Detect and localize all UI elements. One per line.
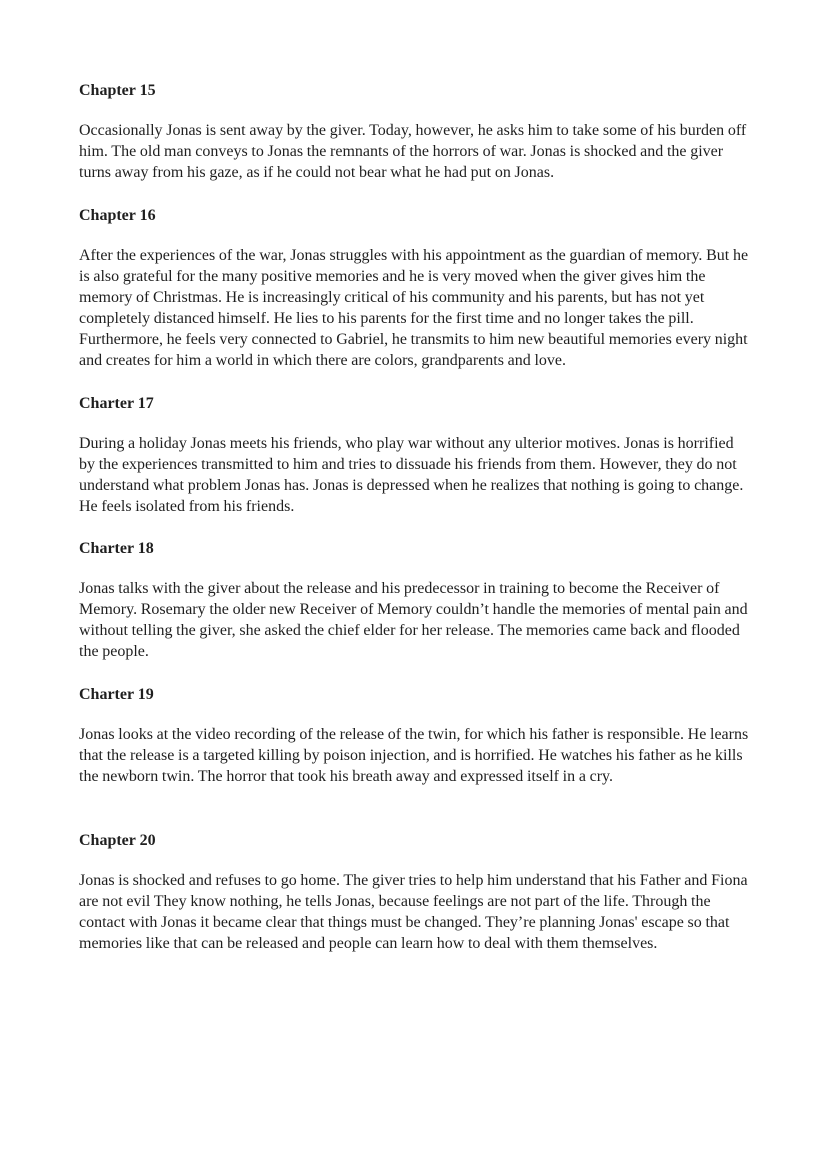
section-heading: Charter 18	[79, 540, 154, 557]
section-paragraph: After the experiences of the war, Jonas struggles with his appointment as the guardian of memory. But he is also grateful for the many positive memories and he is very moved when the giver gives him the memory of Christmas. He is increasingly critical of his community and his parents, but has not yet completely distanced himself. He lies to his parents for the first time and no longer takes the pill. Furthermore, he feels very connected to Gabriel, he transmits to him new beautiful memories every night and creates for him a world in which there are colors, grandparents and love.	[79, 247, 749, 369]
section-paragraph: Jonas looks at the video recording of the release of the twin, for which his father is responsible. He learns that the release is a targeted killing by poison injection, and is horrified. He watches his father as he kills the newborn twin. The horror that took his breath away and expressed itself in a cry.	[79, 726, 749, 785]
section-paragraph: During a holiday Jonas meets his friends, who play war without any ulterior motives. Jonas is horrified by the experiences transmitted to him and tries to dissuade his friends from them. However, they do not understand what problem Jonas has. Jonas is depressed when he realizes that nothing is going to change. He feels isolated from his friends.	[79, 435, 744, 515]
section-heading: Chapter 15	[79, 82, 156, 99]
section-charter-17	[79, 393, 751, 517]
section-heading: Chapter 20	[79, 832, 156, 849]
section-heading: Charter 19	[79, 686, 154, 703]
section-paragraph: Occasionally Jonas is sent away by the giver. Today, however, he asks him to take some of his burden off him. The old man conveys to Jonas the remnants of the horrors of war. Jonas is shocked and the giver turns away from his gaze, as if he could not bear what he had put on Jonas.	[79, 122, 747, 181]
section-paragraph: Jonas is shocked and refuses to go home. The giver tries to help him understand that his Father and Fiona are not evil They know nothing, he tells Jonas, because feelings are not part of the life. Through the contact with Jonas it became clear that things must be changed. They’re planning Jonas' escape so that memories like that can be released and people can learn how to deal with them themselves.	[79, 872, 748, 952]
section-charter-19	[79, 684, 751, 787]
section-chapter-15	[79, 80, 751, 183]
section-heading: Chapter 16	[79, 207, 156, 224]
section-heading: Charter 17	[79, 395, 154, 412]
section-paragraph: Jonas talks with the giver about the release and his predecessor in training to become the Receiver of Memory. Rosemary the older new Receiver of Memory couldn’t handle the memories of mental pain and without telling the giver, she asked the chief elder for her release. The memories came back and flooded the people.	[79, 580, 748, 660]
section-chapter-16	[79, 205, 751, 371]
section-chapter-20	[79, 830, 751, 954]
section-charter-18	[79, 538, 751, 662]
